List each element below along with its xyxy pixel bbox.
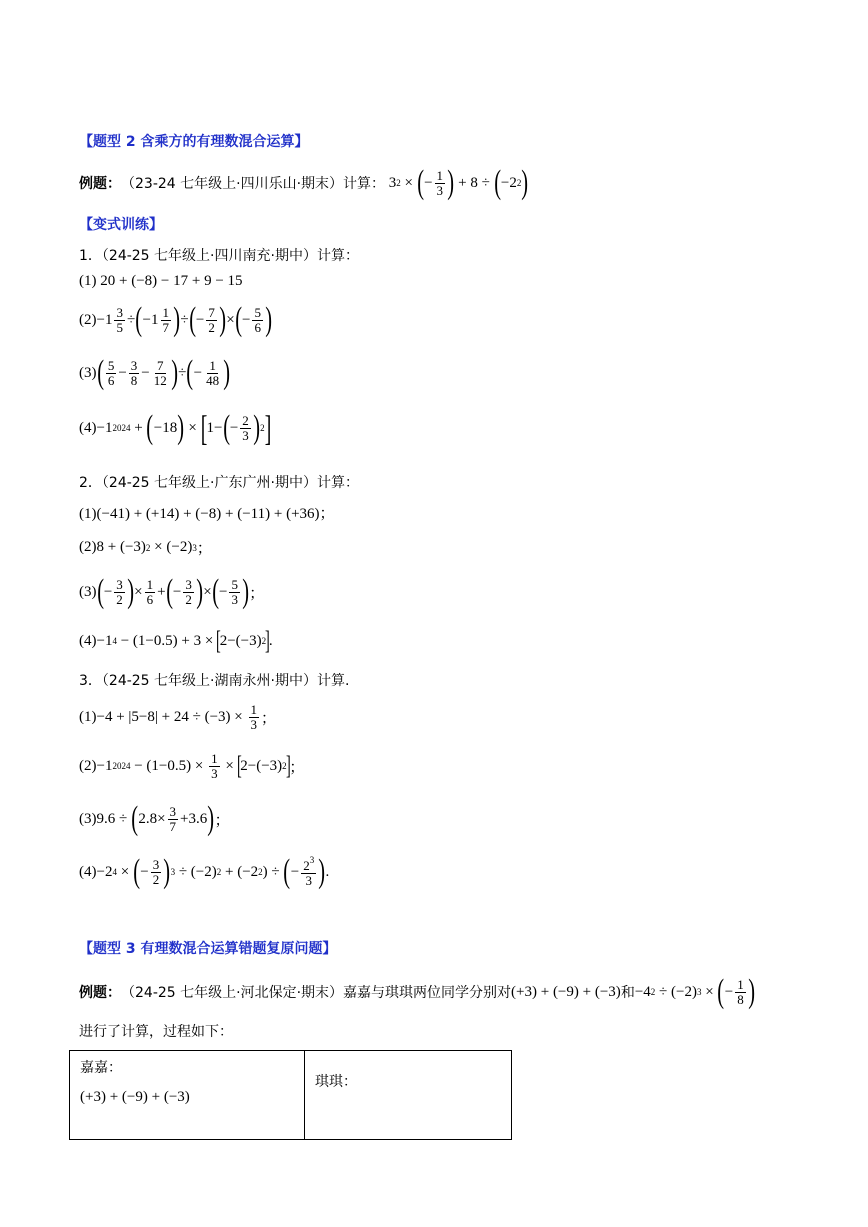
example-label: 例题： <box>79 176 121 192</box>
jiajia-name: 嘉嘉： <box>80 1060 122 1076</box>
q1-title: 1．（24-25 七年级上·四川南充·期中）计算： <box>79 248 359 264</box>
q3-part1 <box>79 703 276 731</box>
example-source-2: （24-25 七年级上·河北保定·期末）嘉嘉与琪琪两位同学分别对 <box>121 985 512 1001</box>
example-and: 和 <box>620 985 635 1001</box>
process-table <box>69 1050 512 1140</box>
q3-part2 <box>79 752 304 780</box>
q1-part2-label: (2) <box>79 311 97 328</box>
q2-part3 <box>79 575 264 609</box>
q3-title: 3．（24-25 七年级上·湖南永州·期中）计算. <box>79 673 350 689</box>
q1-part1: (1) 20 + (−8) − 17 + 9 − 15 <box>79 273 243 289</box>
example-expr-2: −4 2 ÷ (−2) 3 × ( − $\frac{1}{8}$ ) <box>634 973 755 1010</box>
q3-part4 <box>79 855 329 889</box>
jiajia-expr: (+3) + (−9) + (−3) <box>80 1089 190 1105</box>
example-expression: 3 2 × ( − $\frac{1}{3}$ ) + 8 ÷ ( −2 2 ) <box>385 164 529 201</box>
q1-part2-expr: −1 $\frac{3}{5}$ ÷ ( −1 $\frac{1}{7}$ ) ÷ ( − $\frac{7}{2}$ ) × ( − $\frac{5}{6}$ ) <box>96 301 273 338</box>
q1-part4-expr: −1 2024 + ( −18 ) × [ 1− ( − $\frac{2}{3}$ ) 2 ] <box>96 408 271 448</box>
q3-part3 <box>79 802 230 836</box>
q2-part4-label: (4) <box>79 632 97 649</box>
q3-part1-expr: −4 + |5−8| + 24 ÷ (−3) × $\frac{1}{3}$ ； <box>96 702 277 732</box>
q3-part1-label: (1) <box>79 708 97 725</box>
q2-part4 <box>79 628 273 654</box>
q2-part2-label: (2) <box>79 539 97 555</box>
q2-part2 <box>79 537 212 558</box>
q1-part2 <box>79 303 272 337</box>
variant-training-heading: 【变式训练】 <box>79 217 163 233</box>
q2-title: 2．（24-25 七年级上·广东广州·期中）计算： <box>79 475 359 491</box>
q2-part4-expr: −1 4 − (1−0.5) + 3 × [ 2−(−3) 2 ] . <box>96 626 273 655</box>
q3-part3-label: (3) <box>79 810 97 827</box>
example-expr-1: (+3) + (−9) + (−3) <box>511 983 621 1000</box>
qiqi-name: 琪琪： <box>315 1074 357 1090</box>
section-3-heading: 【题型 3 有理数混合运算错题复原问题】 <box>79 941 337 957</box>
table-cell-jiajia <box>70 1051 305 1140</box>
q1-part3 <box>79 356 230 390</box>
q1-part3-expr: ( $\frac{5}{6}$ − $\frac{3}{8}$ − $\frac{7}{12}$ ) ÷ ( − $\frac{1}{48}$ ) <box>96 354 231 391</box>
example-label-2: 例题： <box>79 985 121 1001</box>
section-2-heading: 【题型 2 含乘方的有理数混合运算】 <box>79 134 309 150</box>
q1-part4 <box>79 410 271 446</box>
q3-part2-expr: −1 2024 − (1−0.5) × $\frac{1}{3}$ × [ 2−(−3) 2 ] ； <box>96 751 305 781</box>
section-2-example <box>79 166 529 200</box>
q3-part4-expr: −2 4 × ( − $\frac{3}{2}$ ) 3 ÷ (−2) 2 + (−2 2 ) ÷ ( − $\frac{2^3}{3}$ ) . <box>96 853 330 890</box>
example-source: （23-24 七年级上·四川乐山·期末）计算： <box>121 176 386 192</box>
q3-part4-label: (4) <box>79 863 97 880</box>
q3-part3-expr: 9.6 ÷ ( 2.8× $\frac{3}{7}$ +3.6 ) ； <box>96 800 230 837</box>
q1-part4-label: (4) <box>79 419 97 436</box>
q3-part2-label: (2) <box>79 757 97 774</box>
q1-part3-label: (3) <box>79 364 97 381</box>
q2-part3-expr: ( − $\frac{3}{2}$ ) × $\frac{1}{6}$ + ( − $\frac{3}{2}$ ) × ( − $\frac{5}{3}$ ) ； <box>96 573 265 610</box>
q2-part3-label: (3) <box>79 583 97 600</box>
q2-part2-expr: 8 + (−3) 2 × (−2) 3 ； <box>96 539 212 557</box>
table-cell-qiqi <box>305 1051 512 1140</box>
section-3-example <box>79 975 755 1009</box>
section-3-continuation: 进行了计算，过程如下： <box>79 1024 233 1040</box>
q2-part1: (1)(−41) + (+14) + (−8) + (−11) + (+36)； <box>79 506 335 522</box>
